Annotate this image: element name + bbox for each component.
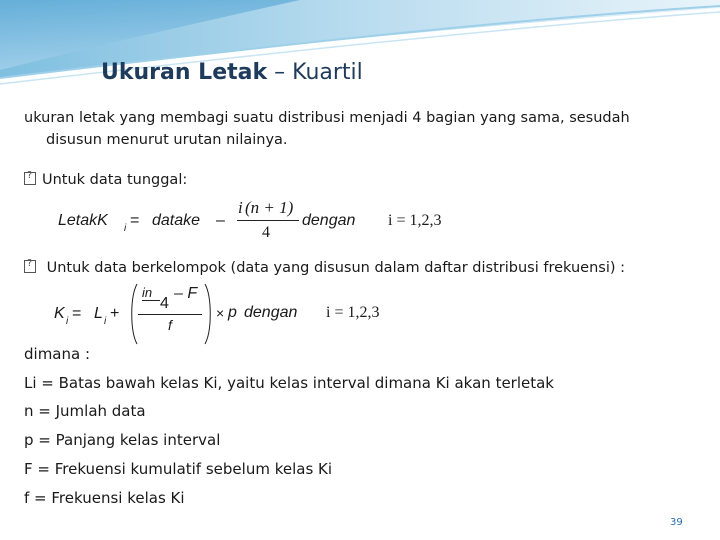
f1-cond: i = 1,2,3 [388,212,442,229]
page-number: 39 [670,517,683,528]
f2-cond: i = 1,2,3 [326,304,380,321]
def-F: F = Frekuensi kumulatif sebelum kelas Ki [24,460,333,478]
f1-dengan: dengan [302,212,356,229]
bullet-single-label: Untuk data tunggal: [42,172,188,188]
f1-num-i: i [238,198,243,217]
f2-plus: + [110,305,120,322]
bullet-box-icon [24,260,36,273]
f2-dengan: dengan [244,304,298,321]
bullet-grouped-label: Untuk data berkelompok (data yang disusun dalam daftar distribusi frekuensi) : [42,260,625,276]
def-f: f = Frekuensi kelas Ki [24,489,185,507]
intro-paragraph [24,107,704,151]
def-n: n = Jumlah data [24,402,146,420]
bullet-single-data [24,172,187,188]
intro-line-1: ukuran letak yang membagi suatu distribusi menjadi 4 bagian yang sama, sesudah [24,110,630,126]
f1-eq: = [130,212,140,229]
def-intro: dimana : [24,345,91,363]
bullet-grouped-data [24,260,625,276]
f1-minus: – [216,212,225,229]
def-p: p = Panjang kelas interval [24,431,221,449]
f2-times: × [216,305,225,321]
f1-sub: i [124,223,127,234]
f2-eq: = [72,305,82,322]
title-dash: – [267,60,293,85]
f2-right-paren [204,283,214,345]
formula-single [58,196,478,246]
f2-K: K [54,305,65,322]
f2-inner-den: 4 [160,295,169,312]
title-main: Ukuran Letak [101,60,268,85]
f2-inner-bar [142,300,160,301]
f2-p: p [228,304,237,321]
f2-inner-num: in [142,285,153,300]
slide-title [101,60,363,85]
f1-den: 4 [262,224,270,241]
f1-lhs: LetakK [58,212,108,229]
f2-ksub: i [66,316,69,327]
intro-line-2: disusun menurut urutan nilainya. [46,132,288,148]
f1-term: datake [152,212,201,229]
def-li: Li = Batas bawah kelas Ki, yaitu kelas interval dimana Ki akan terletak [24,374,554,392]
f2-den-f: f [168,317,172,333]
title-sub: Kuartil [292,60,363,85]
bullet-box-icon [24,172,36,185]
f2-main-bar [138,314,202,315]
f1-num-paren: (n + 1) [245,198,294,217]
f2-lsub: i [104,316,107,327]
f2-left-paren [128,283,138,345]
f2-L: L [94,305,103,322]
f1-fraction-bar [237,220,299,221]
formula-grouped [54,283,414,345]
f2-minus-F: – F [174,285,198,302]
